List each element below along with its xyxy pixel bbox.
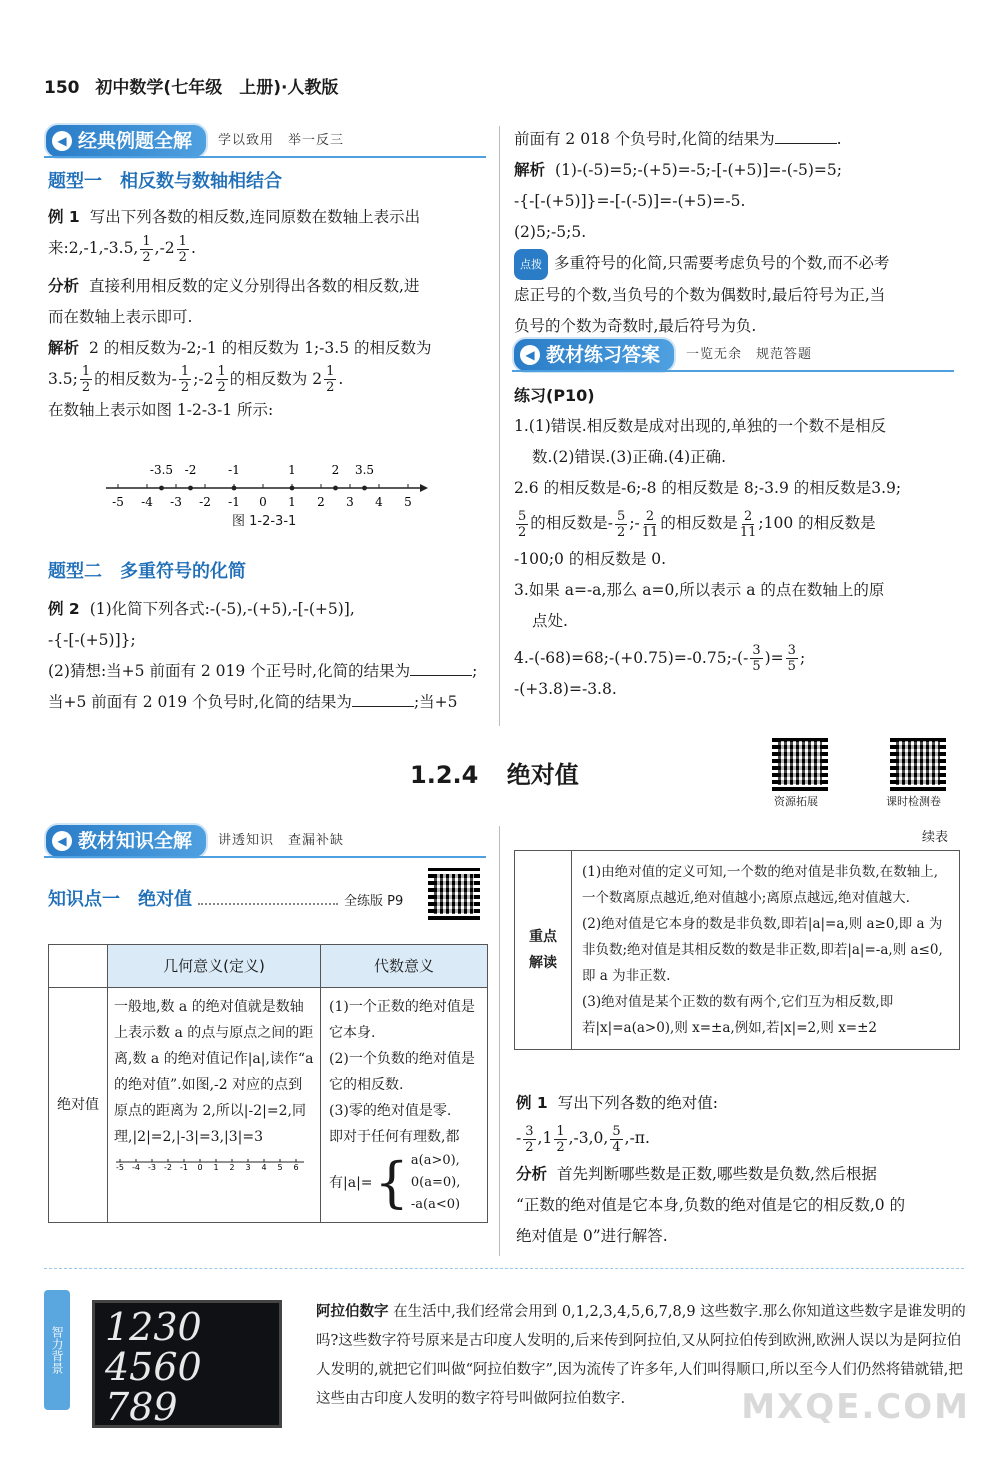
axis-tick-label: 2 bbox=[317, 495, 325, 509]
page-number: 150 bbox=[44, 78, 80, 98]
number-line-figure bbox=[100, 448, 430, 518]
analysis-label: 分析 bbox=[516, 1164, 548, 1183]
row-label-text: 解读 bbox=[529, 955, 557, 971]
mini-axis-label: 3 bbox=[245, 1163, 251, 1172]
axis-tick-label: 4 bbox=[375, 495, 383, 509]
practice-banner bbox=[512, 340, 812, 370]
case-line: -a(a<0) bbox=[410, 1197, 461, 1212]
alg-text: (1)一个正数的绝对值是它本身. bbox=[329, 999, 475, 1041]
solution-text: 的相反数为- bbox=[94, 369, 177, 388]
strip-divider bbox=[44, 1268, 964, 1269]
side-label: 智力背景 bbox=[44, 1290, 70, 1410]
axis-point-label: -3.5 bbox=[149, 463, 174, 477]
fraction: $\frac{1}{2}$ bbox=[81, 364, 91, 395]
solution-text: ;-2 bbox=[193, 369, 214, 388]
answer-text: 数.(2)错误.(3)正确.(4)正确. bbox=[532, 448, 727, 466]
axis-tick-label: 3 bbox=[346, 495, 354, 509]
fraction: $\frac{3}{2}$ bbox=[525, 1123, 534, 1155]
type2-example bbox=[48, 594, 488, 718]
col-header-geo: 几何意义(定义) bbox=[108, 945, 321, 988]
alg-text: 即对于任何有理数,都 bbox=[329, 1129, 460, 1145]
axis-tick-label: -2 bbox=[199, 495, 211, 509]
solution-text: 3.5; bbox=[48, 369, 78, 388]
practice-title: 练习(P10) bbox=[514, 386, 595, 405]
knowledge-point-title: 知识点一 绝对值 bbox=[48, 889, 192, 910]
solution-text: 的相反数为 2 bbox=[229, 369, 323, 388]
solution-text: -{-[-(+5)]}=-[-(-5)]=-(+5)=-5. bbox=[514, 192, 746, 210]
answer-text: ; bbox=[799, 648, 806, 667]
solution-text: 在数轴上表示如图 1-2-3-1 所示: bbox=[48, 401, 274, 419]
qr-label: 资源拓展 bbox=[774, 795, 818, 808]
fraction: $\frac{1}{2}$ bbox=[142, 233, 151, 265]
qr-code-test[interactable] bbox=[890, 735, 946, 791]
answer-blank[interactable] bbox=[352, 692, 414, 707]
qr-label: 课时检测卷 bbox=[886, 795, 941, 808]
case-line: a(a>0), bbox=[410, 1153, 460, 1168]
analysis-label: 分析 bbox=[48, 276, 80, 295]
axis-point bbox=[159, 486, 164, 491]
banner-title: 教材练习答案 bbox=[546, 343, 661, 366]
example-text: - bbox=[516, 1129, 522, 1147]
axis-point-label: 2 bbox=[331, 463, 340, 477]
page-header bbox=[44, 76, 338, 102]
example-text: ,-π. bbox=[624, 1129, 650, 1147]
section-number: 1.2.4 bbox=[410, 761, 479, 789]
example-text: ,1 bbox=[537, 1129, 553, 1147]
case-line: 0(a=0), bbox=[410, 1175, 461, 1190]
mini-axis-label: 1 bbox=[213, 1163, 219, 1172]
axis-tick-label: 0 bbox=[259, 495, 267, 509]
example-text: ,-2 bbox=[154, 239, 175, 257]
fraction: $\frac{3}{5}$ bbox=[752, 643, 761, 674]
banner-divider bbox=[44, 156, 486, 158]
tip-text: 多重符号的化简,只需要考虑负号的个数,而不必考 bbox=[554, 254, 890, 272]
type1-example: 例 1 写出下列各数的相反数,连同原数在数轴上表示出 来:2,-1,-3.5, $\frac{1}{2}$ ,-2 $\frac{1}{2}$ . 分析 直接利用相反数的定义分别得出各数的相反数,进 而在数轴上表示即可. 解析 2 的相反数为-2;-1 的相反数为 1;-3.5 的相反数为 3.5; $\frac{1}{2}$ 的相反数为- $\frac{1}{2}$ ;-2 $\frac{1}{2}$ 的相反数为 2 $\frac{1}{2}$ . 在数轴上表示如图 1-2-3-1 所示: bbox=[48, 202, 488, 426]
fraction: $\frac{1}{2}$ bbox=[217, 364, 226, 395]
example-text: ,-3,0, bbox=[568, 1129, 609, 1147]
banner-tag: 讲透知识 查漏补缺 bbox=[218, 833, 345, 849]
example-text: 写出下列各数的相反数,连同原数在数轴上表示出 bbox=[89, 208, 421, 226]
answer-text: -(+3.8)=-3.8. bbox=[514, 680, 617, 698]
example-label: 例 1 bbox=[516, 1094, 548, 1112]
practice-answers bbox=[514, 380, 958, 705]
axis-tick-label: 1 bbox=[288, 495, 296, 509]
mini-axis-label: -4 bbox=[132, 1163, 140, 1172]
fraction: $\frac{3}{5}$ bbox=[787, 643, 796, 674]
axis-point-label: -2 bbox=[184, 463, 197, 477]
knowledge-banner bbox=[44, 826, 344, 856]
banner-tag: 一览无余 规范答题 bbox=[686, 347, 813, 363]
answer-text: 的相反数是 bbox=[660, 514, 738, 532]
mini-axis-label: 5 bbox=[277, 1163, 283, 1172]
alg-text: (2)一个负数的绝对值是它的相反数. bbox=[329, 1051, 475, 1093]
answer-text: -100;0 的相反数是 0. bbox=[514, 549, 667, 568]
fraction: $\frac{2}{11}$ bbox=[739, 508, 757, 540]
banner-divider bbox=[44, 856, 486, 858]
blackboard-digits: 1230 4560 789 bbox=[92, 1300, 282, 1428]
mini-axis-label: 2 bbox=[229, 1163, 235, 1172]
table-corner bbox=[49, 945, 108, 988]
mini-axis-label: -1 bbox=[180, 1163, 188, 1172]
piecewise-prefix: 有|a|= bbox=[329, 1175, 373, 1191]
answer-text: 点处. bbox=[532, 611, 568, 630]
axis-point bbox=[333, 486, 338, 491]
continued-table bbox=[514, 850, 960, 1050]
solution-label: 解析 bbox=[514, 161, 546, 179]
continued-cell bbox=[572, 851, 960, 1050]
answer-text: 3.如果 a=-a,那么 a=0,所以表示 a 的点在数轴上的原 bbox=[514, 580, 885, 599]
fraction: $\frac{2}{11}$ bbox=[641, 508, 659, 540]
axis-tick-label: -4 bbox=[141, 495, 153, 509]
axis-arrow bbox=[420, 484, 428, 492]
book-title: 初中数学(七年级 上册)·人教版 bbox=[95, 78, 339, 98]
mini-axis-label: 4 bbox=[261, 1163, 267, 1172]
solution-text: (2)5;-5;5. bbox=[514, 223, 587, 241]
banner-tag: 学以致用 举一反三 bbox=[218, 133, 345, 149]
axis-point bbox=[188, 486, 193, 491]
example-text: 前面有 2 018 个负号时,化简的结果为 bbox=[514, 130, 775, 148]
continued-text: (1)由绝对值的定义可知,一个数的绝对值是非负数,在数轴上,一个数离原点越近,绝对值越小;离原点越远,绝对值越大. bbox=[582, 864, 938, 906]
knowledge-point-ref: 全练版 P9 bbox=[344, 894, 404, 909]
solution-label: 解析 bbox=[48, 338, 80, 357]
analysis-text: 首先判断哪些数是正数,哪些数是负数,然后根据 bbox=[557, 1164, 877, 1183]
analysis-text: 而在数轴上表示即可. bbox=[48, 307, 193, 326]
megaphone-icon: ◀ bbox=[52, 131, 72, 151]
piecewise bbox=[329, 1150, 479, 1216]
background-title: 阿拉伯数字 bbox=[316, 1304, 389, 1320]
fraction: $\frac{5}{2}$ bbox=[617, 508, 626, 540]
axis-tick-label: 5 bbox=[404, 495, 412, 509]
mini-number-line bbox=[114, 1150, 310, 1172]
axis-tick-label: -5 bbox=[112, 495, 124, 509]
mini-axis-label: -3 bbox=[148, 1163, 156, 1172]
tip-text: 虑正号的个数,当负号的个数为偶数时,最后符号为正,当 bbox=[514, 286, 886, 304]
row-label bbox=[515, 851, 572, 1050]
example-label: 例 1 bbox=[48, 208, 80, 226]
axis-tick-label: -3 bbox=[170, 495, 182, 509]
knowledge-table bbox=[48, 944, 488, 1223]
axis-point bbox=[362, 486, 367, 491]
row-label-text: 重点 bbox=[529, 929, 557, 945]
continued-text: (2)绝对值是它本身的数是非负数,即若|a|=a,则 a≥0,即 a 为非负数;绝对值是其相反数的数是非正数,即若|a|=-a,则 a≤0,即 a 为非正数. bbox=[582, 916, 943, 984]
example-text: (2)猜想:当+5 前面有 2 019 个正号时,化简的结果为 bbox=[48, 662, 411, 680]
type2-solution bbox=[514, 124, 954, 342]
continued-text: (3)绝对值是某个正数的数有两个,它们互为相反数,即若|x|=a(a>0),则 x=±a,例如,若|x|=2,则 x=±2 bbox=[582, 994, 894, 1036]
type2-title: 题型二 多重符号的化简 bbox=[48, 561, 246, 582]
example-text: . bbox=[836, 130, 842, 148]
continued-label: 续表 bbox=[922, 830, 949, 845]
mini-axis-label: 0 bbox=[197, 1163, 203, 1172]
absolute-value-example bbox=[516, 1088, 960, 1252]
section-name: 绝对值 bbox=[506, 761, 579, 789]
col-header-alg: 代数意义 bbox=[321, 945, 488, 988]
example-text: ; bbox=[472, 662, 478, 680]
qr-code-knowledge[interactable] bbox=[428, 868, 480, 920]
type1-title: 题型一 相反数与数轴相结合 bbox=[48, 171, 282, 192]
column-divider bbox=[499, 826, 500, 1256]
fraction: $\frac{5}{2}$ bbox=[518, 508, 527, 540]
row-label: 绝对值 bbox=[49, 988, 108, 1223]
column-divider bbox=[499, 126, 500, 726]
banner-title: 经典例题全解 bbox=[78, 129, 193, 152]
tip-badge: 点拨 bbox=[514, 249, 548, 280]
background-body: 在生活中,我们经常会用到 0,1,2,3,4,5,6,7,8,9 这些数字.那么你知道这些数字是谁发明的吗?这些数字符号原来是古印度人发明的,后来传到阿拉伯,又从阿拉伯传到欧洲,欧洲人误以为是阿拉伯人发明的,就把它们叫做“阿拉伯数字”,因为流传了许多年,人们叫得顺口,所以至今人们仍然将错就错,把这些由古印度人发明的数字符号叫做阿拉伯数字. bbox=[316, 1304, 966, 1407]
example-text: (1)化简下列各式:-(-5),-(+5),-[-(+5)], bbox=[89, 600, 355, 618]
qr-code-resources[interactable] bbox=[772, 735, 828, 791]
example-text: 来:2,-1,-3.5, bbox=[48, 239, 139, 257]
example-text: 当+5 前面有 2 019 个负号时,化简的结果为 bbox=[48, 693, 352, 711]
geo-cell bbox=[108, 988, 321, 1223]
answer-blank[interactable] bbox=[410, 661, 472, 676]
example-text: ;当+5 bbox=[413, 693, 458, 711]
alg-cell bbox=[321, 988, 488, 1223]
banner-title: 教材知识全解 bbox=[78, 829, 193, 852]
example-label: 例 2 bbox=[48, 600, 80, 618]
brace-icon: { bbox=[374, 1151, 409, 1214]
answer-text: ;100 的相反数是 bbox=[758, 514, 876, 532]
answer-text: 4.-(-68)=68;-(+0.75)=-0.75;-(- bbox=[514, 648, 749, 667]
answer-text: 1.(1)错误.相反数是成对出现的,单独的一个数不是相反 bbox=[514, 417, 887, 435]
answer-text: ;- bbox=[629, 514, 640, 532]
fraction: $\frac{1}{2}$ bbox=[178, 233, 187, 265]
fraction: $\frac{1}{2}$ bbox=[326, 364, 335, 395]
axis-point bbox=[290, 486, 295, 491]
axis-tick-label: -1 bbox=[228, 495, 240, 509]
axis-point-label: 1 bbox=[288, 463, 296, 477]
axis-point-label: -1 bbox=[228, 463, 240, 477]
example-text: 写出下列各数的绝对值: bbox=[557, 1094, 718, 1112]
answer-text: 的相反数是- bbox=[530, 514, 614, 532]
megaphone-icon: ◀ bbox=[520, 345, 540, 365]
axis-point-label: 3.5 bbox=[354, 463, 375, 477]
banner-divider bbox=[512, 370, 954, 372]
leader-dots bbox=[198, 891, 338, 905]
geo-text: 一般地,数 a 的绝对值就是数轴上表示数 a 的点与原点之间的距离,数 a 的绝对值记作|a|,读作“a 的绝对值”.如图,-2 对应的点到原点的距离为 2,所以|-2|=2,同理,|2|=2,|-3|=3,|3|=3 bbox=[114, 999, 314, 1145]
example-banner bbox=[44, 126, 344, 156]
example-text: -{-[-(+5)]}; bbox=[48, 631, 136, 649]
alg-text: (3)零的绝对值是零. bbox=[329, 1103, 452, 1119]
tip-text: 负号的个数为奇数时,最后符号为负. bbox=[514, 317, 757, 335]
solution-text: (1)-(-5)=5;-(+5)=-5;-[-(+5)]=-(-5)=5; bbox=[555, 161, 842, 179]
analysis-text: “正数的绝对值是它本身,负数的绝对值是它的相反数,0 的 bbox=[516, 1195, 906, 1214]
figure-caption: 图 1-2-3-1 bbox=[232, 514, 297, 529]
answer-blank[interactable] bbox=[775, 129, 837, 144]
analysis-text: 绝对值是 0”进行解答. bbox=[516, 1226, 668, 1245]
analysis-text: 直接利用相反数的定义分别得出各数的相反数,进 bbox=[89, 276, 420, 295]
mini-axis-label: -2 bbox=[164, 1163, 172, 1172]
answer-text: 2.6 的相反数是-6;-8 的相反数是 8;-3.9 的相反数是3.9; bbox=[514, 479, 902, 497]
knowledge-point-row bbox=[48, 886, 488, 913]
solution-text: 2 的相反数为-2;-1 的相反数为 1;-3.5 的相反数为 bbox=[89, 338, 432, 357]
section-title bbox=[410, 757, 579, 793]
mini-axis-label: -5 bbox=[116, 1163, 124, 1172]
axis-point bbox=[232, 486, 237, 491]
fraction: $\frac{5}{4}$ bbox=[612, 1123, 621, 1155]
answer-text: )= bbox=[764, 648, 784, 667]
watermark-logo: MXQE.COM bbox=[741, 1387, 970, 1427]
fraction: $\frac{1}{2}$ bbox=[556, 1123, 565, 1155]
megaphone-icon: ◀ bbox=[52, 831, 72, 851]
fraction: $\frac{1}{2}$ bbox=[180, 364, 190, 395]
mini-axis-label: 6 bbox=[293, 1163, 299, 1172]
